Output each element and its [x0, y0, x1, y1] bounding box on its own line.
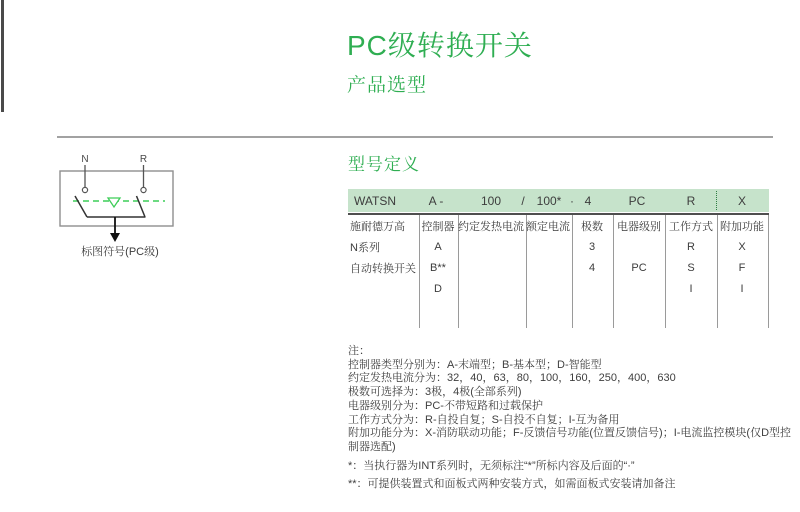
triangle-marker	[108, 198, 120, 207]
table-cell: N系列	[350, 242, 380, 254]
footnote-single-asterisk: *：当执行器为INT系列时，无须标注“*”所标内容及后面的“·”	[348, 459, 635, 472]
horizontal-divider	[57, 136, 773, 138]
page-title: PC级转换开关	[347, 30, 533, 61]
column-header-conventional-current: 约定发热电流	[458, 221, 524, 233]
table-cell: R	[687, 241, 695, 253]
footnote-double-asterisk: **：可提供装置式和面板式两种安装方式，如需面板式安装请加备注	[348, 478, 676, 491]
grid-line	[572, 215, 573, 328]
contact-circle-n	[82, 187, 87, 192]
note-line: 极数可选择为：3极，4极(全部系列)	[348, 386, 522, 399]
model-brand: WATSN	[354, 193, 396, 208]
note-line: 约定发热电流分为：32，40，63，80，100，160，250，400，630	[348, 372, 676, 385]
table-cell: I	[740, 283, 744, 295]
switch-symbol-svg	[55, 148, 185, 258]
notes-block	[348, 345, 793, 492]
switch-blade-right	[137, 196, 146, 217]
note-line: 控制器类型分别为：A-末端型；B-基本型；D-智能型	[348, 358, 602, 371]
model-utilization-category: PC	[628, 193, 646, 208]
notes-label: 注：	[348, 345, 370, 357]
column-header-category: 电器级别	[617, 221, 661, 233]
table-cell: F	[738, 262, 746, 274]
table-cell: I	[689, 283, 693, 295]
section-title: 型号定义	[348, 155, 420, 174]
model-conventional-current: 100	[480, 193, 502, 208]
grid-line	[419, 215, 420, 328]
note-line: 工作方式分为：R-自投自复；S-自投不自复；I-互为备用	[348, 413, 620, 426]
column-header-controller: 控制器	[421, 221, 455, 233]
page-edge-line	[1, 0, 4, 112]
contact-circle-r	[141, 187, 146, 192]
model-slash: /	[521, 193, 525, 208]
output-arrow-head	[110, 233, 120, 242]
model-code-row	[348, 189, 769, 212]
grid-line	[613, 215, 614, 328]
table-cell: S	[687, 262, 695, 274]
diagram-caption: 标图符号(PC级)	[81, 246, 159, 258]
table-cell: X	[738, 241, 746, 253]
column-header-rated-current: 额定电流	[526, 221, 570, 233]
grid-line	[717, 215, 718, 328]
column-header-operation-mode: 工作方式	[669, 221, 713, 233]
table-cell: A	[434, 241, 442, 253]
table-cell: D	[434, 283, 442, 295]
table-cell: 4	[588, 262, 596, 274]
selection-table	[348, 215, 769, 328]
note-line: 附加功能分为：X-消防联动功能；F-反馈信号功能(位置反馈信号)；I-电流监控模块(仅D型控制器选配)	[348, 427, 792, 453]
model-poles: 4	[584, 193, 592, 208]
column-header-additional-function: 附加功能	[720, 221, 764, 233]
grid-line	[768, 215, 769, 328]
table-cell: B**	[430, 262, 446, 274]
model-dot: ·	[570, 193, 574, 208]
table-cell: PC	[631, 262, 647, 274]
model-additional-function: X	[737, 193, 747, 208]
switch-symbol-diagram	[55, 148, 185, 258]
switch-blade-left	[75, 196, 87, 217]
page-subtitle: 产品选型	[347, 75, 428, 96]
model-controller: A -	[428, 193, 444, 208]
model-operation-mode: R	[686, 193, 696, 208]
terminal-label-r: R	[139, 154, 148, 165]
grid-line	[665, 215, 666, 328]
column-header-poles: 极数	[581, 221, 603, 233]
note-line: 电器级别分为：PC-不带短路和过载保护	[348, 399, 543, 412]
model-rated-current: 100*	[536, 193, 562, 208]
dotted-separator	[716, 191, 717, 210]
table-cell: 自动转换开关	[350, 263, 416, 275]
column-header-brand: 施耐德万高	[350, 221, 405, 233]
table-cell: 3	[588, 241, 596, 253]
terminal-label-n: N	[81, 154, 89, 165]
